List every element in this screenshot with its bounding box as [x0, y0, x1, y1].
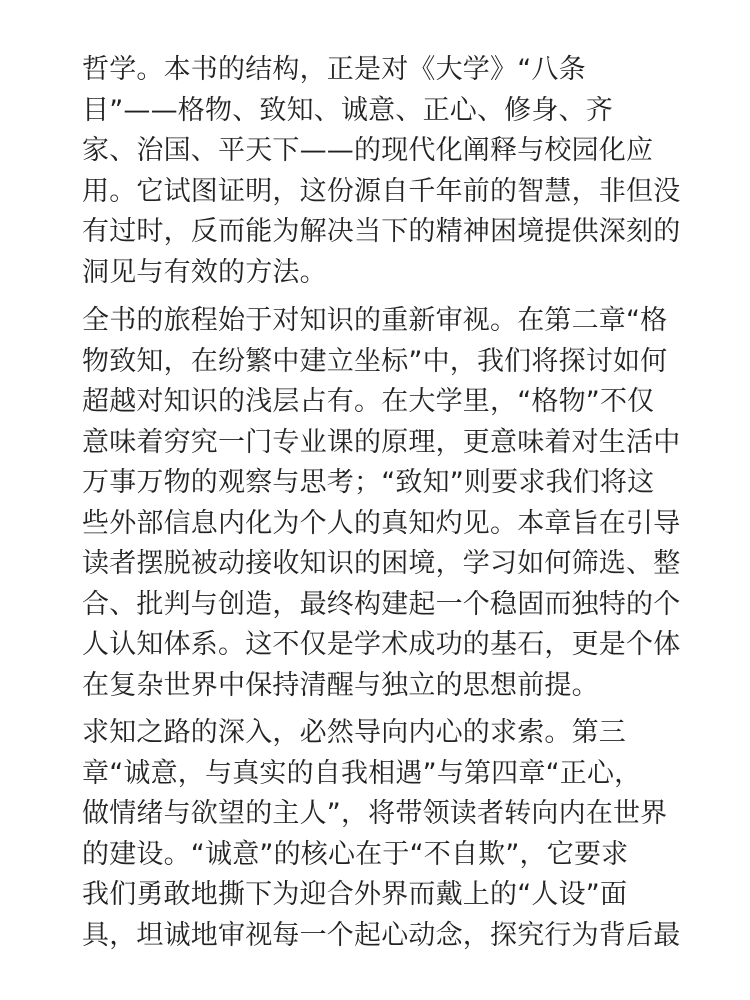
paragraph-2-line-1: 全书的旅程始于对知识的重新审视。在第二章“格 [82, 305, 668, 336]
paragraph-3-line-3: 做情绪与欲望的主人”，将带领读者转向内在世界 [82, 798, 668, 829]
paragraph-2-line-5: 万事万物的观察与思考；“致知”则要求我们将这 [82, 467, 655, 498]
paragraph-2-line-2: 物致知，在纷繁中建立坐标”中，我们将探讨如何 [82, 346, 668, 377]
paragraph-3-line-4: 的建设。“诚意”的核心在于“不自欺”，它要求 [82, 839, 629, 870]
paragraph-1-line-1: 哲学。本书的结构，正是对《大学》“八条 [82, 54, 586, 85]
paragraph-3-line-2: 章“诚意，与真实的自我相遇”与第四章“正心， [82, 758, 642, 789]
paragraph-1-line-3: 家、治国、平天下——的现代化阐释与校园化应 [82, 135, 654, 166]
paragraph-3-line-1: 求知之路的深入，必然导向内心的求索。第三 [82, 717, 626, 748]
paragraph-2-line-7: 读者摆脱被动接收知识的困境，学习如何筛选、整 [82, 548, 681, 579]
paragraph-2-line-8: 合、批判与创造，最终构建起一个稳固而独特的个 [82, 589, 681, 620]
paragraph-2-line-4: 意味着穷究一门专业课的原理，更意味着对生活中 [82, 427, 681, 458]
paragraph-2-line-10: 在复杂世界中保持清醒与独立的思想前提。 [82, 670, 599, 701]
paragraph-2-line-3: 超越对知识的浅层占有。在大学里，“格物”不仅 [82, 386, 655, 417]
paragraph-2-line-9: 人认知体系。这不仅是学术成功的基石，更是个体 [82, 629, 681, 660]
paragraph-3-line-6: 具，坦诚地审视每一个起心动念，探究行为背后最 [82, 920, 681, 951]
paragraph-1-line-5: 有过时，反而能为解决当下的精神困境提供深刻的 [82, 216, 681, 247]
paragraph-3-line-5: 我们勇敢地撕下为迎合外界而戴上的“人设”面 [82, 879, 628, 910]
paragraph-2-line-6: 些外部信息内化为个人的真知灼见。本章旨在引导 [82, 508, 681, 539]
paragraph-1-line-2: 目”——格物、致知、诚意、正心、修身、齐 [82, 95, 613, 126]
paragraph-1-line-6: 洞见与有效的方法。 [82, 257, 327, 288]
paragraph-1-line-4: 用。它试图证明，这份源自千年前的智慧，非但没 [82, 176, 681, 207]
